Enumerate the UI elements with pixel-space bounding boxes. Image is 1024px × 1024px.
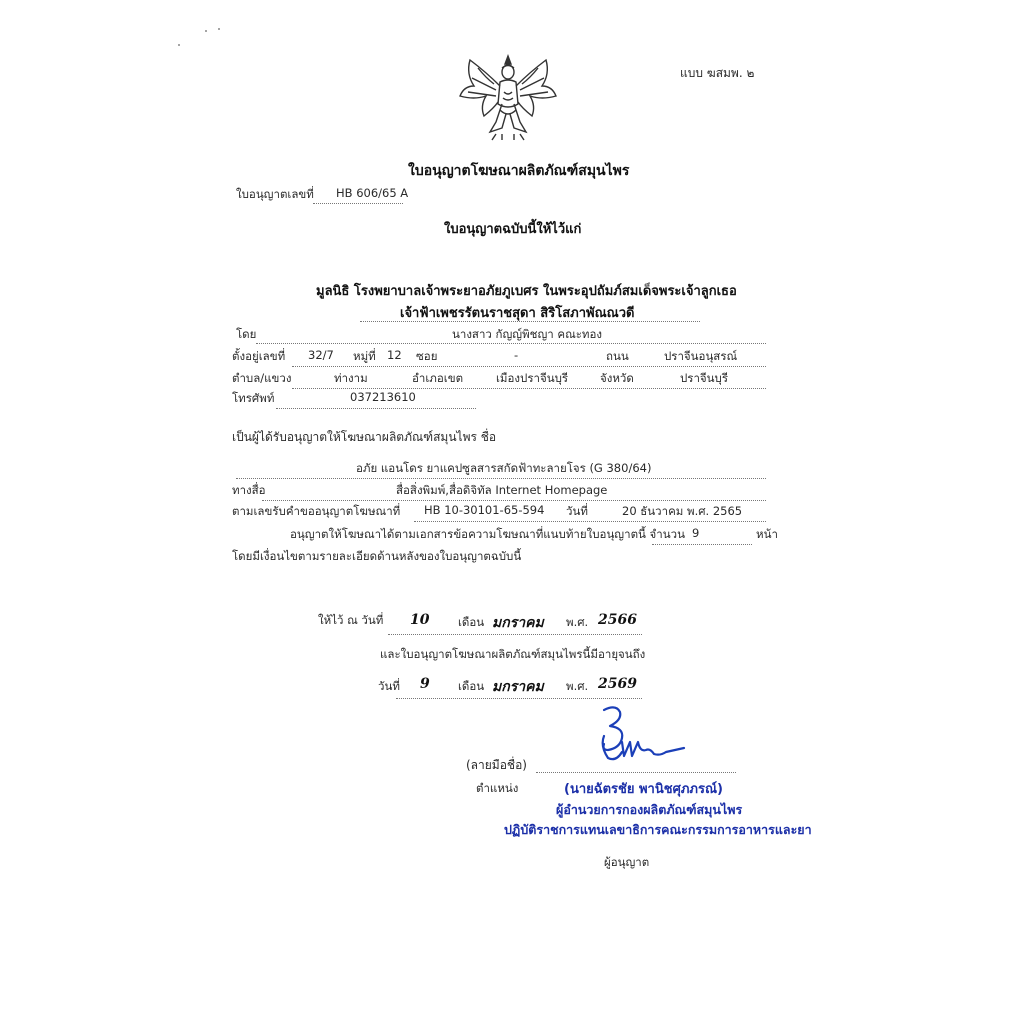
- issued-day: 10: [410, 612, 430, 628]
- dotted-line: [276, 408, 476, 409]
- issued-to-heading: ใบอนุญาตฉบับนี้ให้ไว้แก่: [444, 222, 582, 237]
- valid-day: 9: [420, 676, 430, 692]
- valid-month-label: เดือน: [458, 679, 485, 693]
- dotted-line: [256, 343, 766, 344]
- scan-speck: [178, 44, 180, 46]
- address-road-value: ปราจีนอนุสรณ์: [664, 349, 738, 363]
- address-no-value: 32/7: [308, 348, 334, 362]
- phone-value: 037213610: [350, 390, 416, 404]
- scan-speck: [218, 28, 220, 30]
- address-tambon-label: ตำบล/แขวง: [232, 371, 292, 385]
- address-road-label: ถนน: [606, 349, 629, 363]
- address-province-value: ปราจีนบุรี: [680, 371, 729, 385]
- issued-label: ให้ไว้ ณ วันที่: [318, 613, 384, 627]
- dotted-line: [396, 698, 642, 699]
- org-name-line2: เจ้าฟ้าเพชรรัตนราชสุดา สิริโสภาพัณณวดี: [400, 306, 635, 321]
- by-value: นางสาว กัญญ์พิชญา คณะทอง: [452, 327, 603, 341]
- address-province-label: จังหวัด: [600, 371, 634, 385]
- address-soi-value: -: [514, 348, 519, 362]
- pages-text: อนุญาตให้โฆษณาได้ตามเอกสารข้อความโฆษณาที่แนบท้ายใบอนุญาตนี้ จำนวน: [290, 527, 685, 541]
- valid-month: มกราคม: [492, 679, 544, 695]
- request-date-label: วันที่: [566, 504, 588, 518]
- phone-label: โทรศัพท์: [232, 391, 275, 405]
- dotted-line: [536, 772, 736, 773]
- document-title: ใบอนุญาตโฆษณาผลิตภัณฑ์สมุนไพร: [408, 163, 630, 179]
- dotted-line: [360, 321, 700, 322]
- issued-month-label: เดือน: [458, 615, 485, 629]
- address-no-label: ตั้งอยู่เลขที่: [232, 349, 286, 363]
- by-label: โดย: [236, 327, 257, 341]
- issued-year-label: พ.ศ.: [566, 615, 589, 629]
- garuda-emblem-icon: [456, 52, 560, 144]
- form-code: แบบ ฆสมพ. ๒: [680, 66, 755, 80]
- permit-text: เป็นผู้ได้รับอนุญาตให้โฆษณาผลิตภัณฑ์สมุนไพร ชื่อ: [232, 430, 497, 444]
- address-amphoe-label: อำเภอเขต: [412, 371, 464, 385]
- address-moo-label: หมู่ที่: [353, 349, 376, 363]
- media-label: ทางสื่อ: [232, 483, 266, 497]
- org-name-line1: มูลนิธิ โรงพยาบาลเจ้าพระยาอภัยภูเบศร ในพระอุปถัมภ์สมเด็จพระเจ้าลูกเธอ: [316, 284, 737, 299]
- request-label: ตามเลขรับคำขออนุญาตโฆษณาที่: [232, 504, 401, 518]
- valid-label: วันที่: [378, 679, 400, 693]
- address-tambon-value: ท่างาม: [334, 371, 368, 385]
- valid-text: และใบอนุญาตโฆษณาผลิตภัณฑ์สมุนไพรนี้มีอายุจนถึง: [380, 647, 646, 661]
- valid-year-label: พ.ศ.: [566, 679, 589, 693]
- dotted-line: [652, 544, 752, 545]
- issued-year: 2566: [598, 612, 637, 628]
- position-label: ตำแหน่ง: [476, 781, 519, 795]
- dotted-line: [313, 203, 403, 204]
- conditions-text: โดยมีเงื่อนไขตามรายละเอียดด้านหลังของใบอนุญาตฉบับนี้: [232, 549, 522, 563]
- address-moo-value: 12: [387, 348, 402, 362]
- signer-title-1: ผู้อำนวยการกองผลิตภัณฑ์สมุนไพร: [556, 802, 743, 817]
- address-soi-label: ซอย: [416, 349, 438, 363]
- signature-label: (ลายมือชื่อ): [466, 758, 527, 772]
- issued-month: มกราคม: [492, 615, 544, 631]
- product-name: อภัย แอนโดร ยาแคปซูลสารสกัดฟ้าทะลายโจร (G 380/64): [356, 461, 652, 475]
- dotted-line: [414, 521, 766, 522]
- signer-title-2: ปฏิบัติราชการแทนเลขาธิการคณะกรรมการอาหารและยา: [504, 822, 812, 837]
- handwritten-signature: [594, 702, 694, 768]
- pages-unit: หน้า: [756, 527, 778, 541]
- request-value: HB 10-30101-65-594: [424, 503, 545, 517]
- dotted-line: [388, 634, 642, 635]
- signer-name: (นายฉัตรชัย พานิชศุภภรณ์): [564, 782, 723, 797]
- pages-value: 9: [692, 526, 700, 540]
- dotted-line: [236, 478, 766, 479]
- valid-year: 2569: [598, 676, 637, 692]
- license-no-label: ใบอนุญาตเลขที่: [236, 187, 314, 201]
- dotted-line: [292, 366, 766, 367]
- licensor-label: ผู้อนุญาต: [604, 855, 650, 869]
- request-date-value: 20 ธันวาคม พ.ศ. 2565: [622, 504, 743, 518]
- dotted-line: [262, 500, 766, 501]
- scan-speck: [205, 30, 207, 32]
- address-amphoe-value: เมืองปราจีนบุรี: [496, 371, 569, 385]
- license-no-value: HB 606/65 A: [336, 186, 409, 200]
- dotted-line: [292, 388, 766, 389]
- media-value: สื่อสิ่งพิมพ์,สื่อดิจิทัล Internet Homepage: [396, 483, 608, 497]
